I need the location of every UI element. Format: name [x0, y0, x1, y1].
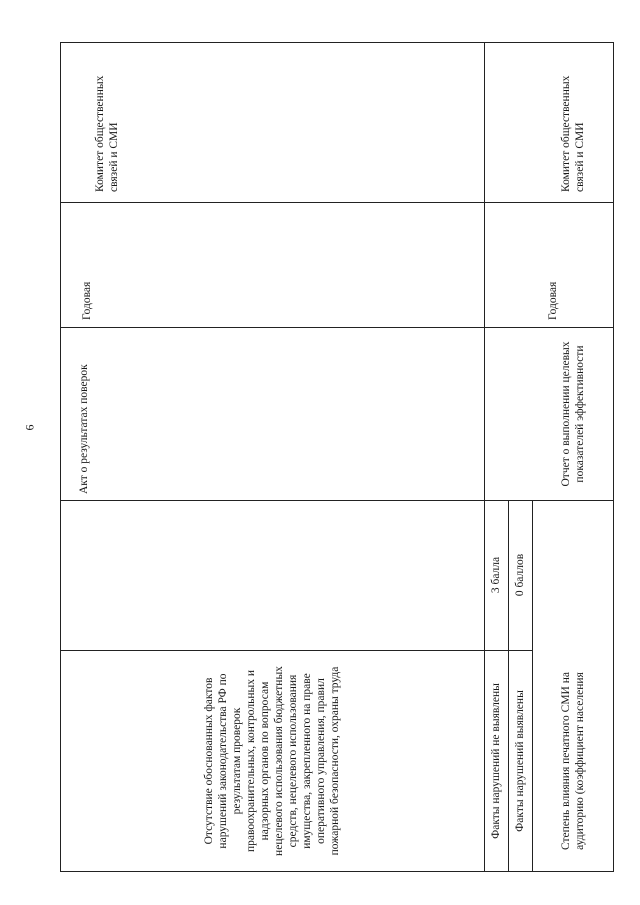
responsible-text: Комитет общественных связей и СМИ	[94, 75, 120, 192]
rotated-table	[60, 42, 614, 872]
periodicity-text: Годовая	[547, 281, 559, 320]
indicator-cell	[532, 650, 614, 872]
report-form-cell	[60, 327, 484, 500]
criterion-label: Факты нарушений не выявлены	[490, 683, 502, 839]
responsible-cell	[532, 42, 614, 202]
indicator-text: Степень влияния печатного СМИ на аудиторию (коэффициент населения	[560, 672, 586, 850]
periodicity-text: Годовая	[81, 281, 93, 320]
score-value: 0 баллов	[514, 553, 526, 597]
score-cell	[484, 500, 508, 650]
criterion-label: Факты нарушений выявлены	[514, 690, 526, 832]
indicator-text: Отсутствие обоснованных фактов нарушений законодательства РФ по результатам проверок правоохранительных, контрольных и надзорных органов по вопросам нецелевого использования бюджетных средств, нецелевого использования имущества, закрепленного на праве оперативного управления, правил пожарной безопасности, охраны труда	[203, 666, 341, 856]
page-number: 6	[22, 424, 37, 431]
criterion-cell	[508, 650, 532, 872]
criterion-cell	[484, 650, 508, 872]
score-cell	[508, 500, 532, 650]
periodicity-cell	[532, 202, 614, 327]
report-form-text: Отчет о выполнении целевых показателей эффективности	[560, 341, 586, 486]
score-value: 3 балла	[490, 556, 502, 594]
periodicity-cell	[60, 202, 484, 327]
responsible-text: Комитет общественных связей и СМИ	[560, 75, 586, 192]
row-divider	[484, 42, 485, 500]
indicator-cell	[60, 650, 484, 872]
responsible-cell	[60, 42, 484, 202]
report-form-cell	[532, 327, 614, 500]
report-form-text: Акт о результатах поверок	[78, 363, 90, 494]
